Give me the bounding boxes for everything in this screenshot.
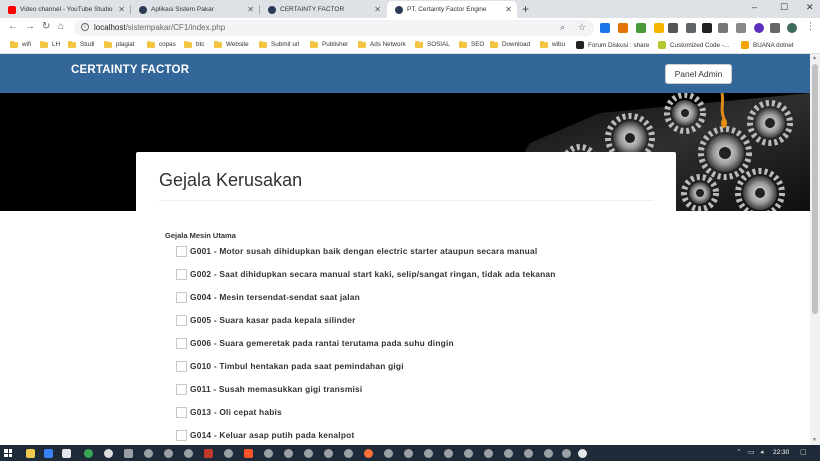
taskbar-app-icon[interactable] (244, 449, 253, 458)
scroll-down-icon[interactable]: ▼ (812, 437, 817, 443)
reload-icon[interactable]: ↻ (42, 21, 51, 32)
taskbar-app-icon[interactable] (364, 449, 373, 458)
extension-icon[interactable] (702, 23, 712, 33)
bookmark-item[interactable]: Publisher (310, 41, 348, 48)
extension-icon[interactable] (754, 23, 764, 33)
folder-icon (40, 42, 48, 48)
zoom-icon[interactable]: ⌕ (560, 22, 566, 32)
file-explorer-icon[interactable] (26, 449, 35, 458)
taskbar-app-icon[interactable] (184, 449, 193, 458)
site-favicon-icon (658, 41, 666, 49)
tab-title: Aplikasi Sistem Pakar (151, 6, 214, 13)
symptom-label: G004 - Mesin tersendat-sendat saat jalan (190, 292, 360, 302)
taskbar-app-icon[interactable] (304, 449, 313, 458)
taskbar-app-icon[interactable] (62, 449, 71, 458)
address-bar[interactable] (74, 20, 594, 36)
bookmark-item[interactable]: Studi (68, 41, 94, 48)
taskbar-app-icon[interactable] (484, 449, 493, 458)
taskbar-app-icon[interactable] (464, 449, 473, 458)
site-info-icon[interactable]: i (81, 23, 89, 31)
extensions-puzzle-icon[interactable] (770, 23, 780, 33)
symptom-label: G010 - Timbul hentakan pada saat pemindahan gigi (190, 361, 404, 371)
symptom-checkbox[interactable] (176, 269, 187, 280)
folder-icon (490, 42, 498, 48)
extension-icon[interactable] (718, 23, 728, 33)
symptom-checkbox[interactable] (176, 246, 187, 257)
new-tab-button[interactable]: + (522, 2, 530, 16)
scrollbar-thumb[interactable] (812, 64, 818, 314)
folder-icon (184, 42, 192, 48)
taskbar-app-icon[interactable] (444, 449, 453, 458)
symptom-label: G014 - Keluar asap putih pada kenalpot (190, 430, 355, 440)
tab-title: Video channel - YouTube Studio (20, 6, 113, 13)
site-favicon-icon (576, 41, 584, 49)
symptom-option[interactable] (176, 291, 360, 303)
address-url[interactable]: localhost/sistempakar/CF1/index.php (94, 23, 226, 32)
taskbar-app-icon[interactable] (124, 449, 133, 458)
folder-icon (104, 42, 112, 48)
extension-icon[interactable] (654, 23, 664, 33)
close-tab-icon[interactable]: ✕ (118, 5, 125, 14)
taskbar-app-icon[interactable] (424, 449, 433, 458)
site-favicon-icon (741, 41, 749, 49)
folder-icon (310, 42, 318, 48)
taskbar-app-icon[interactable] (224, 449, 233, 458)
notification-icon[interactable]: ▢ (800, 449, 807, 456)
tab-certainty-factor[interactable] (260, 1, 386, 18)
network-icon[interactable]: ▭ (748, 449, 755, 456)
extension-icon[interactable] (668, 23, 678, 33)
bookmark-item[interactable]: Submit url (259, 41, 299, 48)
symptom-label: G002 - Saat dihidupkan secara manual start kaki, selip/sangat ringan, tidak ada tekanan (190, 269, 556, 279)
folder-icon (358, 42, 366, 48)
symptom-group-label: Gejala Mesin Utama (165, 231, 236, 240)
site-favicon-icon (268, 6, 276, 14)
bookmark-item[interactable]: Download (490, 41, 530, 48)
youtube-icon (8, 6, 16, 14)
taskbar-app-icon[interactable] (264, 449, 273, 458)
taskbar-app-icon[interactable] (144, 449, 153, 458)
back-icon[interactable]: ← (8, 21, 18, 32)
tab-youtube-studio[interactable] (0, 1, 130, 18)
panel-admin-button[interactable]: Panel Admin (665, 64, 732, 84)
tab-aplikasi-sistem-pakar[interactable] (131, 1, 259, 18)
bookmark-item[interactable]: plagiat (104, 41, 135, 48)
extension-icon[interactable] (636, 23, 646, 33)
symptom-checkbox[interactable] (176, 338, 187, 349)
taskbar-app-icon[interactable] (344, 449, 353, 458)
symptom-checkbox[interactable] (176, 407, 187, 418)
forward-icon[interactable]: → (25, 21, 35, 32)
symptom-option[interactable] (176, 383, 362, 395)
bookmark-item[interactable]: SEO (459, 41, 484, 48)
tab-title: PT. Certainty Factor Engine (407, 6, 487, 13)
bookmark-item[interactable]: wibu (540, 41, 565, 48)
bookmark-item[interactable]: copas (147, 41, 176, 48)
symptom-checkbox[interactable] (176, 315, 187, 326)
folder-icon (540, 42, 548, 48)
tab-title: CERTAINTY FACTOR (280, 6, 345, 13)
minimize-button[interactable]: – (752, 2, 758, 12)
taskbar-app-icon[interactable] (384, 449, 393, 458)
close-tab-icon[interactable]: ✕ (505, 5, 512, 14)
taskbar-app-icon[interactable] (164, 449, 173, 458)
bookmark-item[interactable]: Customized Code -... (658, 41, 729, 49)
folder-icon (68, 42, 76, 48)
bookmark-item[interactable]: Ads Network (358, 41, 406, 48)
site-brand[interactable]: CERTAINTY FACTOR (71, 64, 190, 76)
extension-icon[interactable] (736, 23, 746, 33)
close-tab-icon[interactable]: ✕ (247, 5, 254, 14)
bookmark-item[interactable]: LH (40, 41, 60, 48)
folder-icon (147, 42, 155, 48)
bookmark-item[interactable]: btc (184, 41, 204, 48)
taskbar-app-icon[interactable] (404, 449, 413, 458)
page-title: Gejala Kerusakan (159, 170, 303, 190)
symptom-label: G011 - Susah memasukkan gigi transmisi (190, 384, 363, 394)
home-icon[interactable]: ⌂ (58, 21, 65, 32)
taskbar-app-icon[interactable] (284, 449, 293, 458)
browser-tab-strip (0, 0, 820, 18)
maximize-button[interactable]: ☐ (780, 2, 789, 12)
extension-icon[interactable] (686, 23, 696, 33)
windows-start-icon[interactable] (4, 449, 12, 457)
folder-icon (459, 42, 467, 48)
site-navbar (0, 54, 810, 93)
browser-toolbar (0, 18, 820, 38)
taskbar-app-icon[interactable] (544, 449, 553, 458)
close-window-button[interactable]: ✕ (806, 2, 814, 12)
taskbar-app-icon[interactable] (204, 449, 213, 458)
folder-icon (259, 42, 267, 48)
symptom-checkbox[interactable] (176, 361, 187, 372)
bookmark-star-icon[interactable]: ☆ (578, 22, 587, 32)
page-scrollbar[interactable] (810, 54, 820, 445)
symptom-option[interactable] (176, 245, 537, 257)
folder-icon (10, 42, 18, 48)
page-viewport (0, 54, 810, 445)
symptom-option[interactable] (176, 314, 356, 326)
symptom-checkbox[interactable] (176, 430, 187, 441)
symptom-option[interactable] (176, 429, 354, 441)
volume-icon[interactable]: ◂ (760, 449, 764, 456)
symptom-checkbox[interactable] (176, 292, 187, 303)
bookmark-item[interactable]: Website (214, 41, 249, 48)
taskbar-app-icon[interactable] (578, 449, 587, 458)
extension-icon[interactable] (618, 23, 628, 33)
tab-certainty-factor-engine[interactable] (387, 1, 517, 18)
chrome-icon[interactable] (104, 449, 113, 458)
taskbar-app-icon[interactable] (504, 449, 513, 458)
scroll-up-icon[interactable]: ▲ (812, 55, 817, 61)
symptom-option[interactable] (176, 406, 282, 418)
bookmark-item[interactable]: wifi (10, 41, 31, 48)
symptom-checkbox[interactable] (176, 384, 187, 395)
symptom-label: G005 - Suara kasar pada kepala silinder (190, 315, 356, 325)
symptom-option[interactable] (176, 268, 556, 280)
symptom-label: G001 - Motor susah dihidupkan baik dengan electric starter ataupun secara manual (190, 246, 538, 256)
symptom-label: G006 - Suara gemeretak pada rantai terutama pada suhu dingin (190, 338, 454, 348)
taskbar-app-icon[interactable] (524, 449, 533, 458)
taskbar-clock[interactable]: 22:30 (773, 449, 790, 456)
folder-icon (415, 42, 423, 48)
gejala-card (136, 152, 676, 445)
tray-chevron-icon[interactable]: ⌃ (736, 449, 742, 456)
windows-taskbar (0, 445, 820, 461)
symptom-label: G013 - Oli cepat habis (190, 407, 282, 417)
avatar[interactable] (787, 23, 797, 33)
symptom-option[interactable] (176, 337, 454, 349)
taskbar-app-icon[interactable] (562, 449, 571, 458)
taskbar-app-icon[interactable] (324, 449, 333, 458)
bookmark-item[interactable]: SOSIAL (415, 41, 450, 48)
bookmarks-bar (0, 38, 820, 54)
symptom-option[interactable] (176, 360, 404, 372)
close-tab-icon[interactable]: ✕ (374, 5, 381, 14)
title-divider (159, 200, 654, 201)
site-favicon-icon (395, 6, 403, 14)
bookmark-item[interactable]: BUANA dotnet (741, 41, 794, 49)
taskbar-app-icon[interactable] (44, 449, 53, 458)
bookmark-item[interactable]: Forum Diskusi : share (576, 41, 649, 49)
folder-icon (214, 42, 222, 48)
menu-kebab-icon[interactable]: ⋮ (806, 21, 815, 31)
taskbar-app-icon[interactable] (84, 449, 93, 458)
site-favicon-icon (139, 6, 147, 14)
extension-icon[interactable] (600, 23, 610, 33)
